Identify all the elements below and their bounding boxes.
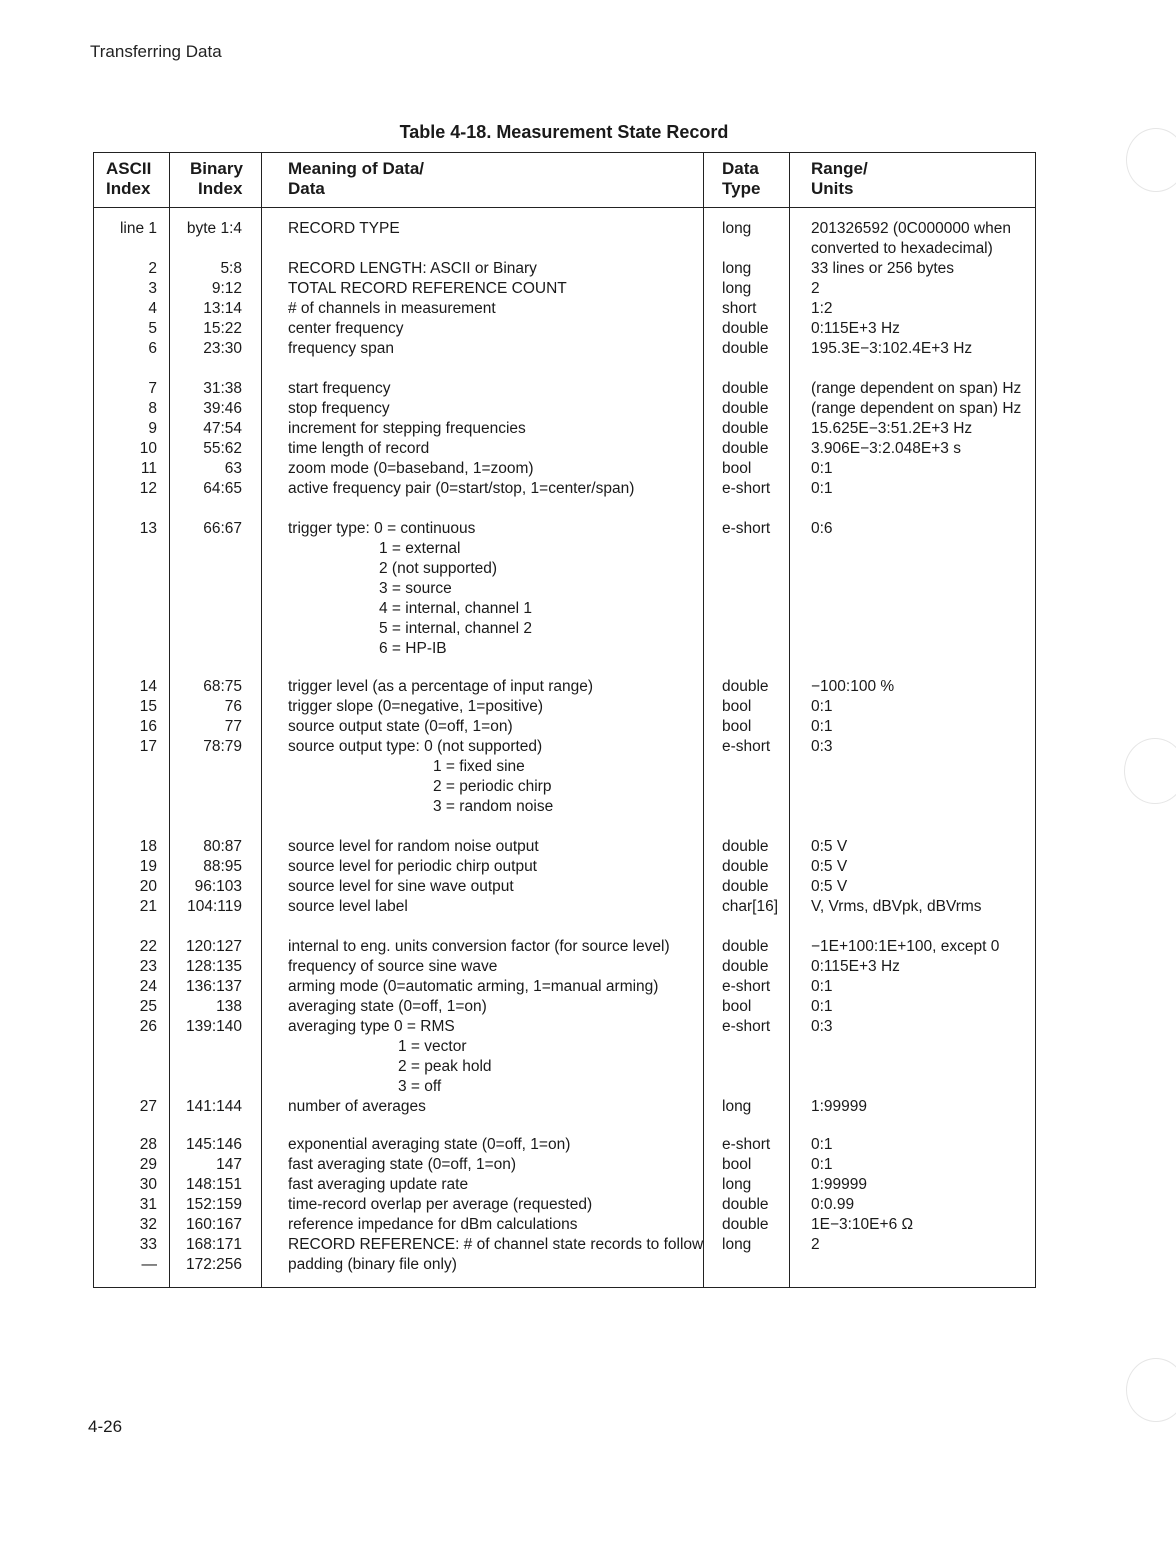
meaning-of-data [288, 1135, 570, 1155]
column-divider [261, 153, 262, 1287]
meaning-of-data [288, 1017, 492, 1097]
ascii-index: 23 [139, 958, 157, 975]
range-units [811, 259, 954, 279]
range-units [811, 1215, 913, 1235]
ascii-index: 15 [139, 698, 157, 715]
punch-hole-mark [1124, 738, 1176, 804]
binary-index: 120:127 [185, 938, 242, 955]
ascii-index: 31 [139, 1196, 157, 1213]
meaning-of-data [288, 439, 429, 459]
range-units [811, 937, 999, 957]
meaning-of-data [288, 1097, 426, 1117]
meaning-line: 2 (not supported) [379, 560, 498, 577]
range-line: 0:1 [811, 718, 833, 735]
range-units [811, 957, 900, 977]
ascii-index: 8 [148, 400, 157, 417]
binary-index: 23:30 [203, 340, 242, 357]
meaning-line: TOTAL RECORD REFERENCE COUNT [288, 280, 567, 297]
data-type: bool [722, 718, 752, 735]
range-units [811, 379, 1021, 399]
binary-index: byte 1:4 [186, 220, 242, 237]
range-line: 1:2 [811, 300, 833, 317]
meaning-line: trigger slope (0=negative, 1=positive) [288, 698, 544, 715]
data-type: short [722, 300, 757, 317]
meaning-line: 1 = fixed sine [433, 758, 525, 775]
meaning-line: active frequency pair (0=start/stop, 1=center/span) [288, 480, 635, 497]
binary-index: 63 [224, 460, 242, 477]
meaning-of-data [288, 857, 537, 877]
meaning-of-data [288, 897, 408, 917]
data-type: double [722, 938, 769, 955]
meaning-of-data [288, 279, 567, 299]
ascii-index: 13 [139, 520, 157, 537]
meaning-of-data [288, 259, 537, 279]
ascii-index: 16 [139, 718, 157, 735]
meaning-of-data [288, 379, 391, 399]
binary-index: 64:65 [203, 480, 242, 497]
range-line: V, Vrms, dBVpk, dBVrms [811, 898, 982, 915]
meaning-of-data [288, 519, 532, 659]
meaning-line: source level for random noise output [288, 838, 539, 855]
meaning-of-data [288, 997, 487, 1017]
meaning-of-data [288, 937, 670, 957]
range-line: 2 [811, 1236, 820, 1253]
header-range-units: Range/ Units [811, 159, 868, 198]
binary-index: 78:79 [203, 738, 242, 755]
data-type: bool [722, 1156, 752, 1173]
binary-index: 55:62 [203, 440, 242, 457]
range-line: 0:1 [811, 480, 833, 497]
binary-index: 80:87 [203, 838, 242, 855]
range-line: 0:5 V [811, 858, 848, 875]
meaning-line: center frequency [288, 320, 404, 337]
range-line: 0:115E+3 Hz [811, 958, 900, 975]
range-units [811, 1155, 833, 1175]
meaning-line: averaging state (0=off, 1=on) [288, 998, 487, 1015]
meaning-line: 2 = peak hold [398, 1058, 492, 1075]
range-line: 1E−3:10E+6 Ω [811, 1216, 914, 1233]
range-units [811, 519, 833, 539]
data-type: e-short [722, 1018, 771, 1035]
binary-index: 47:54 [203, 420, 242, 437]
ascii-index: 2 [148, 260, 157, 277]
meaning-line: fast averaging update rate [288, 1176, 469, 1193]
meaning-line: 1 = external [379, 540, 461, 557]
binary-index: 145:146 [185, 1136, 242, 1153]
ascii-index: 20 [139, 878, 157, 895]
ascii-index: 30 [139, 1176, 157, 1193]
ascii-index: 4 [148, 300, 157, 317]
ascii-index: 10 [139, 440, 157, 457]
binary-index: 76 [224, 698, 242, 715]
range-line: 0:115E+3 Hz [811, 320, 900, 337]
ascii-index: 26 [139, 1018, 157, 1035]
punch-hole-mark [1126, 1358, 1176, 1422]
meaning-of-data [288, 1155, 516, 1175]
meaning-line: 3 = source [379, 580, 452, 597]
ascii-index: 22 [139, 938, 157, 955]
data-type: double [722, 858, 769, 875]
ascii-index: 18 [139, 838, 157, 855]
range-line: 0:1 [811, 998, 833, 1015]
meaning-line: time length of record [288, 440, 430, 457]
meaning-of-data [288, 419, 526, 439]
range-units [811, 319, 900, 339]
data-type: e-short [722, 738, 771, 755]
ascii-index: 33 [139, 1236, 157, 1253]
meaning-line: fast averaging state (0=off, 1=on) [288, 1156, 517, 1173]
data-type: e-short [722, 520, 771, 537]
meaning-line: source output type: 0 (not supported) [288, 738, 543, 755]
range-units [811, 677, 894, 697]
meaning-of-data [288, 957, 497, 977]
range-line: 0:5 V [811, 838, 848, 855]
header-data-type: Data Type [722, 159, 761, 198]
range-line: 0:1 [811, 1136, 833, 1153]
ascii-index: 11 [140, 460, 157, 477]
meaning-line: stop frequency [288, 400, 390, 417]
data-type: double [722, 1196, 769, 1213]
binary-index: 152:159 [185, 1196, 242, 1213]
ascii-index: 29 [139, 1156, 157, 1173]
range-line: (range dependent on span) Hz [811, 400, 1022, 417]
data-type: double [722, 1216, 769, 1233]
range-line: −1E+100:1E+100, except 0 [811, 938, 1000, 955]
binary-index: 141:144 [185, 1098, 242, 1115]
data-type: e-short [722, 480, 771, 497]
binary-index: 15:22 [203, 320, 242, 337]
data-type: bool [722, 698, 752, 715]
meaning-line: RECORD TYPE [288, 220, 400, 237]
range-line: 33 lines or 256 bytes [811, 260, 955, 277]
data-type: double [722, 878, 769, 895]
column-divider [703, 153, 704, 1287]
range-units [811, 737, 833, 757]
meaning-line: exponential averaging state (0=off, 1=on) [288, 1136, 571, 1153]
range-line: 1:99999 [811, 1098, 868, 1115]
meaning-of-data [288, 977, 658, 997]
binary-index: 88:95 [203, 858, 242, 875]
data-type: double [722, 420, 769, 437]
meaning-line: arming mode (0=automatic arming, 1=manual arming) [288, 978, 659, 995]
range-units [811, 479, 833, 499]
meaning-of-data [288, 1215, 577, 1235]
header-rule [94, 207, 1035, 208]
meaning-of-data [288, 1235, 703, 1255]
ascii-index: 9 [148, 420, 157, 437]
data-type: long [722, 1098, 752, 1115]
data-type: long [722, 280, 752, 297]
meaning-line: zoom mode (0=baseband, 1=zoom) [288, 460, 534, 477]
data-type: double [722, 320, 769, 337]
meaning-of-data [288, 339, 394, 359]
header-ascii-index: ASCII Index [106, 159, 152, 198]
range-units [811, 1175, 867, 1195]
meaning-line: # of channels in measurement [288, 300, 496, 317]
ascii-index: 24 [139, 978, 157, 995]
range-units [811, 399, 1021, 419]
range-line: −100:100 % [811, 678, 895, 695]
meaning-line: 2 = periodic chirp [433, 778, 552, 795]
range-line: 0:3 [811, 738, 833, 755]
binary-index: 96:103 [194, 878, 242, 895]
meaning-line: 4 = internal, channel 1 [379, 600, 532, 617]
binary-index: 68:75 [203, 678, 242, 695]
range-line: 0:0.99 [811, 1196, 855, 1213]
range-line: 195.3E−3:102.4E+3 Hz [811, 340, 973, 357]
column-divider [789, 153, 790, 1287]
meaning-of-data [288, 1255, 457, 1275]
meaning-of-data [288, 1175, 468, 1195]
meaning-of-data [288, 737, 553, 817]
meaning-line: number of averages [288, 1098, 426, 1115]
range-line: 3.906E−3:2.048E+3 s [811, 440, 961, 457]
meaning-line: reference impedance for dBm calculations [288, 1216, 578, 1233]
meaning-line: padding (binary file only) [288, 1256, 457, 1273]
meaning-of-data [288, 697, 543, 717]
binary-index: 147 [216, 1156, 242, 1173]
range-line: 0:6 [811, 520, 833, 537]
range-units [811, 1097, 867, 1117]
binary-index: 66:67 [203, 520, 242, 537]
binary-index: 31:38 [203, 380, 242, 397]
range-line: 2 [811, 280, 820, 297]
data-type: double [722, 838, 769, 855]
range-line: 0:1 [811, 460, 833, 477]
meaning-line: start frequency [288, 380, 391, 397]
data-type: bool [722, 460, 752, 477]
punch-hole-mark [1126, 128, 1176, 192]
page-number: 4-26 [88, 1417, 123, 1436]
ascii-index: 27 [139, 1098, 157, 1115]
meaning-line: source output state (0=off, 1=on) [288, 718, 513, 735]
meaning-of-data [288, 459, 534, 479]
meaning-of-data [288, 837, 539, 857]
ascii-index: 6 [148, 340, 157, 357]
ascii-index: 14 [139, 678, 157, 695]
data-type: e-short [722, 1136, 771, 1153]
range-units [811, 997, 833, 1017]
range-line: 0:5 V [811, 878, 848, 895]
binary-index: 13:14 [203, 300, 242, 317]
binary-index: 128:135 [185, 958, 242, 975]
measurement-state-table [93, 152, 1036, 1288]
header-meaning: Meaning of Data/ Data [288, 159, 425, 198]
running-header: Transferring Data [90, 42, 222, 61]
binary-index: 172:256 [185, 1256, 242, 1273]
range-line: 0:1 [811, 1156, 833, 1173]
meaning-line: trigger level (as a percentage of input range) [288, 678, 594, 695]
range-units [811, 419, 972, 439]
meaning-line: source level for periodic chirp output [288, 858, 537, 875]
range-units [811, 897, 982, 917]
range-units [811, 857, 847, 877]
binary-index: 160:167 [185, 1216, 242, 1233]
range-units [811, 219, 1011, 259]
meaning-line: source level for sine wave output [288, 878, 514, 895]
binary-index: 77 [224, 718, 242, 735]
ascii-index: 12 [139, 480, 157, 497]
range-line: converted to hexadecimal) [811, 240, 993, 257]
ascii-index: 28 [139, 1136, 157, 1153]
data-type: long [722, 1176, 752, 1193]
range-units [811, 439, 961, 459]
meaning-line: source level label [288, 898, 408, 915]
binary-index: 168:171 [185, 1236, 242, 1253]
range-units [811, 339, 972, 359]
meaning-line: averaging type 0 = RMS [288, 1018, 455, 1035]
data-type: e-short [722, 978, 771, 995]
meaning-of-data [288, 319, 403, 339]
data-type: long [722, 1236, 752, 1253]
binary-index: 136:137 [185, 978, 242, 995]
meaning-of-data [288, 219, 400, 239]
ascii-index: 5 [148, 320, 157, 337]
binary-index: 138 [216, 998, 242, 1015]
binary-index: 5:8 [220, 260, 242, 277]
range-line: 0:3 [811, 1018, 833, 1035]
ascii-index: 7 [148, 380, 157, 397]
meaning-of-data [288, 1195, 592, 1215]
ascii-index: 19 [139, 858, 157, 875]
binary-index: 9:12 [211, 280, 242, 297]
range-line: (range dependent on span) Hz [811, 380, 1022, 397]
binary-index: 104:119 [187, 898, 242, 915]
range-units [811, 1017, 833, 1037]
meaning-line: 1 = vector [398, 1038, 467, 1055]
ascii-index: 21 [139, 898, 157, 915]
data-type: long [722, 220, 752, 237]
range-units [811, 1235, 820, 1255]
data-type: bool [722, 998, 752, 1015]
header-binary-index: Binary Index [190, 159, 243, 198]
data-type: double [722, 340, 769, 357]
range-line: 1:99999 [811, 1176, 868, 1193]
meaning-of-data [288, 717, 513, 737]
ascii-index: 17 [139, 738, 157, 755]
meaning-of-data [288, 877, 514, 897]
data-type: double [722, 958, 769, 975]
range-units [811, 1135, 833, 1155]
binary-index: 148:151 [185, 1176, 242, 1193]
range-line: 15.625E−3:51.2E+3 Hz [811, 420, 973, 437]
meaning-line: 5 = internal, channel 2 [379, 620, 532, 637]
data-type: double [722, 380, 769, 397]
ascii-index: 25 [139, 998, 157, 1015]
meaning-line: 3 = random noise [433, 798, 554, 815]
range-units [811, 697, 833, 717]
meaning-line: time-record overlap per average (requested) [288, 1196, 593, 1213]
meaning-of-data [288, 399, 390, 419]
data-type: long [722, 260, 752, 277]
meaning-line: 6 = HP-IB [379, 640, 447, 657]
binary-index: 139:140 [185, 1018, 242, 1035]
range-units [811, 279, 820, 299]
meaning-line: RECORD LENGTH: ASCII or Binary [288, 260, 537, 277]
range-line: 201326592 (0C000000 when [811, 220, 1011, 237]
ascii-index: line 1 [119, 220, 157, 237]
data-type: double [722, 678, 769, 695]
meaning-of-data [288, 479, 634, 499]
data-type: double [722, 400, 769, 417]
ascii-index: — [141, 1256, 157, 1273]
meaning-line: frequency of source sine wave [288, 958, 498, 975]
range-units [811, 717, 833, 737]
range-units [811, 1195, 854, 1215]
meaning-line: RECORD REFERENCE: # of channel state records to follow [288, 1236, 704, 1253]
range-units [811, 459, 833, 479]
meaning-line: 3 = off [398, 1078, 442, 1095]
data-type: double [722, 440, 769, 457]
range-line: 0:1 [811, 978, 833, 995]
range-units [811, 299, 833, 319]
meaning-line: internal to eng. units conversion factor (for source level) [288, 938, 670, 955]
range-units [811, 977, 833, 997]
meaning-line: trigger type: 0 = continuous [288, 520, 476, 537]
ascii-index: 32 [139, 1216, 157, 1233]
range-line: 0:1 [811, 698, 833, 715]
binary-index: 39:46 [203, 400, 242, 417]
meaning-line: frequency span [288, 340, 394, 357]
range-units [811, 837, 847, 857]
table-title: Table 4-18. Measurement State Record [399, 122, 729, 142]
range-units [811, 877, 847, 897]
meaning-of-data [288, 299, 496, 319]
ascii-index: 3 [148, 280, 157, 297]
data-type: char[16] [722, 898, 779, 915]
meaning-of-data [288, 677, 593, 697]
meaning-line: increment for stepping frequencies [288, 420, 526, 437]
